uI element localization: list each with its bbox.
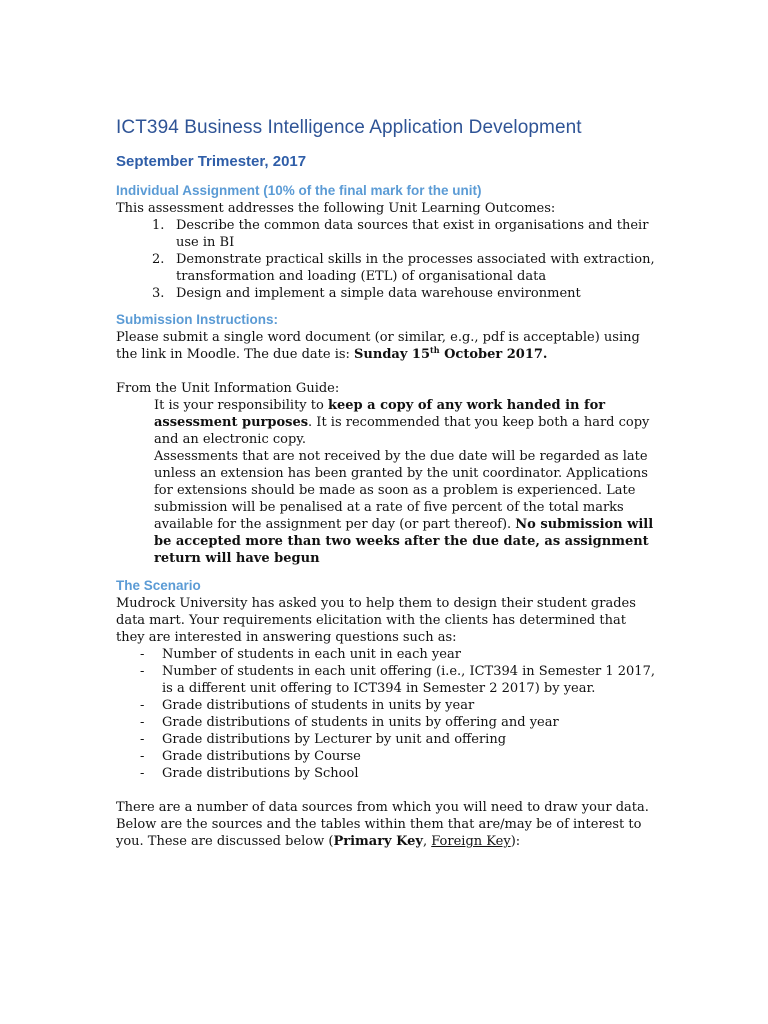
guide-emphasis: keep a copy of any work handed in for assessment purposes <box>154 398 606 430</box>
due-date-suffix: th <box>430 345 440 355</box>
guide-paragraph-copy <box>116 397 656 448</box>
question-text: Grade distributions of students in units by offering and year <box>162 715 559 730</box>
due-date-rest: October 2017. <box>439 347 548 362</box>
guide-intro: From the Unit Information Guide: <box>116 381 340 396</box>
guide-text: Assessments that are not received by the due date will be regarded as late unless an extension has been granted by the unit coordinator. Applications for extensions should be made as soon as a problem is experienced. Late submission will be penalised at a rate of five percent of the total marks available for the assignment per day (or part thereof). <box>154 449 648 532</box>
dash-bullet: - <box>140 647 145 662</box>
question-item <box>116 663 656 697</box>
document-body <box>116 114 656 850</box>
sources-end-text: ): <box>510 834 521 849</box>
guide-text: . It is recommended that you keep both a hard copy and an electronic copy. <box>154 415 650 447</box>
submission-text <box>116 329 656 363</box>
document-title: ICT394 Business Intelligence Application Development <box>116 117 582 138</box>
assignment-heading: Individual Assignment (10% of the final mark for the unit) <box>116 183 482 198</box>
separator-text: , <box>422 834 432 849</box>
outcome-text: Demonstrate practical skills in the processes associated with extraction, transformation and loading (ETL) of organisational data <box>176 252 655 284</box>
data-sources-paragraph <box>116 799 656 850</box>
learning-outcomes-list <box>116 217 656 302</box>
questions-list <box>116 646 656 782</box>
outcome-text: Describe the common data sources that exist in organisations and their use in BI <box>176 218 649 250</box>
outcome-item <box>116 251 656 285</box>
due-date-day: Sunday 15 <box>354 347 431 362</box>
question-item <box>116 748 656 765</box>
sources-text: There are a number of data sources from which you will need to draw your data. Below are the sources and the tables within them that are/may be of interest to you. These are discussed below ( <box>116 800 649 849</box>
document-subtitle: September Trimester, 2017 <box>116 153 307 170</box>
outcome-number: 1. <box>152 218 165 233</box>
question-item <box>116 765 656 782</box>
primary-key-label: Primary Key <box>333 834 423 849</box>
guide-emphasis: No submission will be accepted more than two weeks after the due date, as assignment return will have begun <box>154 517 654 566</box>
guide-paragraph-late <box>116 448 656 567</box>
foreign-key-label: Foreign Key <box>431 834 511 849</box>
spacer <box>116 782 656 799</box>
question-text: Grade distributions by Course <box>162 749 361 764</box>
question-item <box>116 697 656 714</box>
due-date <box>354 347 547 362</box>
question-text: Grade distributions by School <box>162 766 359 781</box>
dash-bullet: - <box>140 698 145 713</box>
outcome-text: Design and implement a simple data warehouse environment <box>176 286 581 301</box>
submission-instructions: Please submit a single word document (or similar, e.g., pdf is acceptable) using the link in Moodle. The due date is: <box>116 330 640 362</box>
question-item <box>116 646 656 663</box>
outcome-number: 3. <box>152 286 165 301</box>
guide-text: It is your responsibility to <box>154 398 328 413</box>
scenario-heading: The Scenario <box>116 578 201 593</box>
question-text: Number of students in each unit offering (i.e., ICT394 in Semester 1 2017, is a different unit offering to ICT394 in Semester 2 2017) by year. <box>162 664 655 696</box>
outcome-number: 2. <box>152 252 165 267</box>
spacer <box>116 363 656 380</box>
outcome-item <box>116 285 656 302</box>
outcomes-intro: This assessment addresses the following Unit Learning Outcomes: <box>116 201 556 216</box>
question-item <box>116 714 656 731</box>
question-text: Number of students in each unit in each year <box>162 647 461 662</box>
dash-bullet: - <box>140 664 145 679</box>
dash-bullet: - <box>140 715 145 730</box>
outcome-item <box>116 217 656 251</box>
question-item <box>116 731 656 748</box>
question-text: Grade distributions by Lecturer by unit and offering <box>162 732 507 747</box>
dash-bullet: - <box>140 766 145 781</box>
dash-bullet: - <box>140 732 145 747</box>
submission-heading: Submission Instructions: <box>116 312 279 327</box>
question-text: Grade distributions of students in units by year <box>162 698 475 713</box>
dash-bullet: - <box>140 749 145 764</box>
scenario-intro: Mudrock University has asked you to help them to design their student grades data mart. Your requirements elicitation with the clients has determined that they are interested in answering questions such as: <box>116 596 636 645</box>
